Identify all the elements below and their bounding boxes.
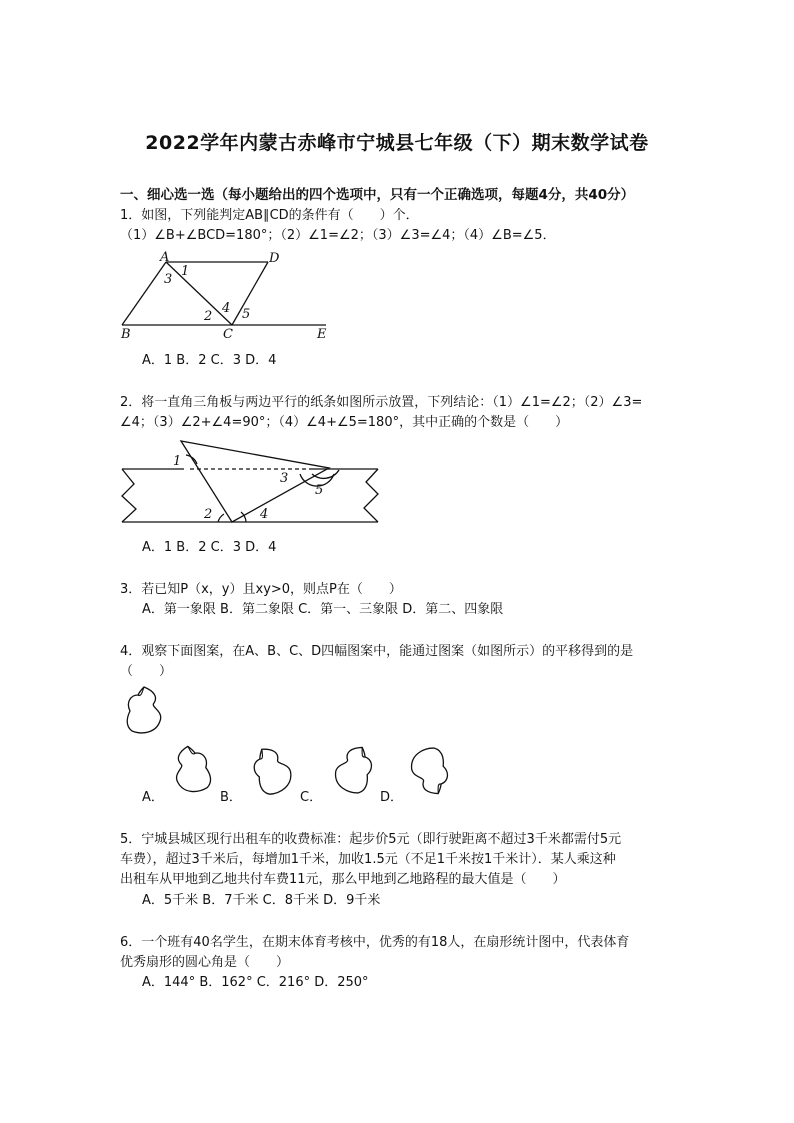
question-4-line-1: 4．观察下面图案，在A、B、C、D四幅图案中，能通过图案（如图所示）的平移得到的是 — [120, 644, 634, 659]
angle-label-1: 1 — [181, 264, 190, 279]
question-4-option-b: B． — [220, 790, 242, 805]
q2-angle-label-3: 3 — [280, 471, 289, 486]
option-b-pattern — [247, 742, 297, 798]
q2-angle-label-2: 2 — [204, 507, 213, 522]
angle-label-5: 5 — [242, 307, 251, 322]
question-3-stem: 3．若已知P（x，y）且xy>0，则点P在（ ） — [120, 582, 402, 597]
angle-label-4: 4 — [222, 301, 231, 316]
question-5-options: A．5千米 B．7千米 C．8千米 D．9千米 — [142, 893, 381, 908]
question-1-options: A．1 B．2 C．3 D．4 — [142, 353, 277, 368]
question-3-options: A．第一象限 B．第二象限 C．第一、三象限 D．第二、四象限 — [142, 602, 504, 617]
question-2-line-1: 2．将一直角三角板与两边平行的纸条如图所示放置，下列结论：（1）∠1=∠2；（2）∠3= — [120, 395, 643, 410]
question-2-line-2: ∠4；（3）∠2+∠4=90°；（4）∠4+∠5=180°，其中正确的个数是（ ） — [120, 415, 569, 430]
label-D: D — [269, 251, 280, 266]
question-5-line-1: 5．宁城县城区现行出租车的收费标准：起步价5元（即行驶距离不超过3千米都需付5元 — [120, 832, 622, 847]
option-c-pattern — [331, 742, 378, 797]
question-4-line-2: （ ） — [120, 664, 173, 679]
question-4-option-a: A． — [142, 790, 164, 805]
question-4-option-c: C． — [300, 790, 323, 805]
question-4-option-d: D． — [380, 790, 404, 805]
question-5-line-2: 车费），超过3千米后，每增加1千米，加收1.5元（不足1千米按1千米计）．某人乘这种 — [120, 852, 616, 867]
q2-angle-label-4: 4 — [260, 507, 269, 522]
question-6-line-1: 6．一个班有40名学生，在期末体育考核中，优秀的有18人，在扇形统计图中，代表体育 — [120, 935, 630, 950]
question-6-line-2: 优秀扇形的圆心角是（ ） — [120, 955, 290, 970]
question-5-line-3: 出租车从甲地到乙地共付车费11元，那么甲地到乙地路程的最大值是（ ） — [120, 872, 566, 887]
page-title: 2022学年内蒙古赤峰市宁城县七年级（下）期末数学试卷 — [145, 132, 649, 154]
question-1-conditions: （1）∠B+∠BCD=180°；（2）∠1=∠2；（3）∠3=∠4；（4）∠B=∠5． — [120, 228, 556, 243]
label-C: C — [223, 327, 233, 342]
label-A: A — [160, 250, 170, 265]
q2-angle-label-5: 5 — [315, 483, 324, 498]
original-pattern — [127, 687, 161, 733]
option-a-pattern — [171, 743, 212, 794]
section-heading: 一、细心选一选（每小题给出的四个选项中，只有一个正确选项，每题4分，共40分） — [120, 187, 635, 203]
question-2-options: A．1 B．2 C．3 D．4 — [142, 540, 277, 555]
angle-label-2: 2 — [204, 309, 213, 324]
label-B: B — [121, 327, 131, 342]
q2-angle-label-1: 1 — [173, 454, 182, 469]
question-1-stem: 1．如图，下列能判定AB∥CD的条件有（ ）个． — [120, 208, 419, 223]
question-6-options: A．144° B．162° C．216° D．250° — [142, 975, 369, 990]
option-d-pattern — [407, 745, 454, 800]
angle-label-3: 3 — [164, 272, 173, 287]
label-E: E — [317, 327, 327, 342]
